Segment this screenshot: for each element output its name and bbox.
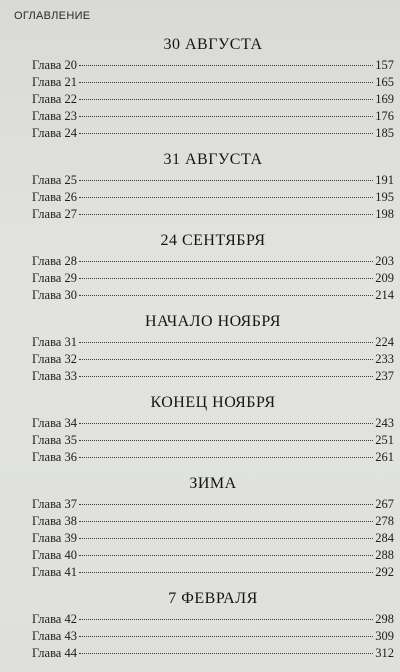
toc-entry	[32, 91, 394, 108]
page-number: 267	[375, 497, 394, 511]
chapter-label: Глава 43	[32, 629, 77, 643]
dot-leader	[79, 538, 373, 539]
dot-leader	[79, 440, 373, 441]
chapter-label: Глава 40	[32, 548, 77, 562]
dot-leader	[79, 376, 373, 377]
dot-leader	[79, 197, 373, 198]
toc-entry	[32, 108, 394, 125]
page-number: 198	[375, 207, 394, 221]
page-number: 214	[375, 288, 394, 302]
section-title: 30 АВГУСТА	[163, 36, 263, 53]
chapter-label: Глава 22	[32, 92, 77, 106]
toc-entry	[32, 513, 394, 530]
page-number: 203	[375, 254, 394, 268]
section-title: 31 АВГУСТА	[163, 151, 263, 168]
dot-leader	[79, 619, 373, 620]
toc-entry	[32, 496, 394, 513]
toc-entry	[32, 125, 394, 142]
running-head: ОГЛАВЛЕНИЕ	[14, 10, 91, 22]
section-title: НАЧАЛО НОЯБРЯ	[145, 313, 281, 330]
section-title: 7 ФЕВРАЛЯ	[168, 590, 258, 607]
dot-leader	[79, 457, 373, 458]
toc-entry	[32, 564, 394, 581]
toc-section	[32, 151, 394, 223]
table-of-contents	[32, 36, 394, 671]
dot-leader	[79, 342, 373, 343]
dot-leader	[79, 359, 373, 360]
page-number: 292	[375, 565, 394, 579]
toc-section	[32, 232, 394, 304]
dot-leader	[79, 133, 373, 134]
dot-leader	[79, 504, 373, 505]
page-number: 165	[375, 75, 394, 89]
toc-entry	[32, 351, 394, 368]
dot-leader	[79, 278, 373, 279]
dot-leader	[79, 65, 373, 66]
dot-leader	[79, 99, 373, 100]
dot-leader	[79, 521, 373, 522]
chapter-label: Глава 23	[32, 109, 77, 123]
page-number: 233	[375, 352, 394, 366]
chapter-label: Глава 24	[32, 126, 77, 140]
chapter-label: Глава 20	[32, 58, 77, 72]
dot-leader	[79, 82, 373, 83]
dot-leader	[79, 653, 373, 654]
chapter-label: Глава 34	[32, 416, 77, 430]
toc-entry	[32, 287, 394, 304]
toc-entry	[32, 611, 394, 628]
page-number: 261	[375, 450, 394, 464]
page-number: 169	[375, 92, 394, 106]
dot-leader	[79, 261, 373, 262]
page-number: 191	[375, 173, 394, 187]
toc-entry	[32, 57, 394, 74]
page-number: 176	[375, 109, 394, 123]
dot-leader	[79, 555, 373, 556]
chapter-label: Глава 42	[32, 612, 77, 626]
dot-leader	[79, 423, 373, 424]
toc-entry	[32, 628, 394, 645]
page-number: 243	[375, 416, 394, 430]
section-title: ЗИМА	[189, 475, 237, 492]
toc-entry	[32, 449, 394, 466]
dot-leader	[79, 572, 373, 573]
toc-section	[32, 475, 394, 581]
page-number: 209	[375, 271, 394, 285]
toc-section	[32, 394, 394, 466]
toc-entry	[32, 270, 394, 287]
chapter-label: Глава 21	[32, 75, 77, 89]
dot-leader	[79, 116, 373, 117]
toc-entry	[32, 334, 394, 351]
toc-section	[32, 313, 394, 385]
chapter-label: Глава 38	[32, 514, 77, 528]
toc-entry	[32, 74, 394, 91]
toc-entry	[32, 253, 394, 270]
page-number: 312	[375, 646, 394, 660]
dot-leader	[79, 214, 373, 215]
toc-entry	[32, 172, 394, 189]
section-title: КОНЕЦ НОЯБРЯ	[150, 394, 276, 411]
chapter-label: Глава 30	[32, 288, 77, 302]
toc-section	[32, 590, 394, 662]
chapter-label: Глава 36	[32, 450, 77, 464]
page-number: 224	[375, 335, 394, 349]
toc-section	[32, 36, 394, 142]
page-number: 309	[375, 629, 394, 643]
page-number: 185	[375, 126, 394, 140]
toc-entry	[32, 432, 394, 449]
chapter-label: Глава 25	[32, 173, 77, 187]
chapter-label: Глава 26	[32, 190, 77, 204]
chapter-label: Глава 29	[32, 271, 77, 285]
page-number: 284	[375, 531, 394, 545]
chapter-label: Глава 32	[32, 352, 77, 366]
page-number: 288	[375, 548, 394, 562]
chapter-label: Глава 41	[32, 565, 77, 579]
chapter-label: Глава 39	[32, 531, 77, 545]
page-number: 278	[375, 514, 394, 528]
chapter-label: Глава 35	[32, 433, 77, 447]
dot-leader	[79, 180, 373, 181]
chapter-label: Глава 37	[32, 497, 77, 511]
toc-entry	[32, 368, 394, 385]
toc-entry	[32, 415, 394, 432]
chapter-label: Глава 33	[32, 369, 77, 383]
section-title: 24 СЕНТЯБРЯ	[160, 232, 266, 249]
toc-entry	[32, 547, 394, 564]
chapter-label: Глава 28	[32, 254, 77, 268]
dot-leader	[79, 295, 373, 296]
page-number: 237	[375, 369, 394, 383]
toc-entry	[32, 189, 394, 206]
toc-entry	[32, 645, 394, 662]
page-number: 195	[375, 190, 394, 204]
dot-leader	[79, 636, 373, 637]
chapter-label: Глава 27	[32, 207, 77, 221]
chapter-label: Глава 31	[32, 335, 77, 349]
chapter-label: Глава 44	[32, 646, 77, 660]
page-number: 157	[375, 58, 394, 72]
toc-entry	[32, 530, 394, 547]
page-number: 298	[375, 612, 394, 626]
page-number: 251	[375, 433, 394, 447]
toc-entry	[32, 206, 394, 223]
